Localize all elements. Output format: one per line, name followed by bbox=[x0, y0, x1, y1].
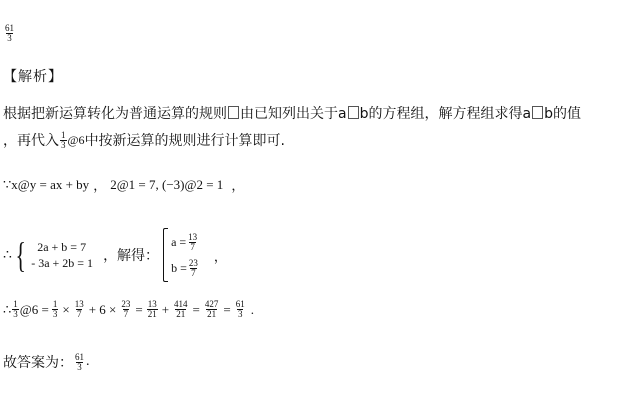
final-answer-line bbox=[3, 352, 90, 372]
numerator: 414 bbox=[174, 299, 188, 309]
analysis-text: b的值 bbox=[544, 106, 581, 122]
numerator: 1 bbox=[52, 299, 58, 309]
final-answer-fraction bbox=[74, 353, 85, 372]
given-line bbox=[3, 175, 244, 194]
left-brace: { bbox=[15, 235, 26, 275]
fraction bbox=[204, 300, 220, 319]
numerator: 23 bbox=[188, 257, 198, 268]
operation-text: @6 bbox=[67, 132, 85, 147]
calc-operator: + bbox=[161, 301, 170, 317]
solution-b bbox=[171, 255, 200, 281]
denominator: 3 bbox=[77, 361, 82, 372]
equation-list bbox=[31, 239, 93, 271]
calc-operator: = bbox=[223, 301, 231, 317]
analysis-line-1 bbox=[3, 103, 581, 123]
fraction bbox=[60, 131, 67, 150]
analysis-text: ，再代入 bbox=[3, 133, 59, 149]
equation-2: - 3a + 2b = 1 bbox=[31, 256, 94, 270]
denominator: 7 bbox=[123, 309, 129, 319]
denominator: 7 bbox=[191, 267, 196, 278]
missing-glyph-box bbox=[348, 106, 359, 119]
numerator: 61 bbox=[235, 299, 245, 309]
answer-fraction bbox=[4, 24, 15, 43]
top-answer bbox=[3, 23, 16, 43]
numerator: 13 bbox=[147, 299, 157, 309]
denominator: 3 bbox=[237, 309, 243, 319]
given-definition: ∵x@y = ax + by bbox=[3, 176, 90, 192]
section-title: 【解析】 bbox=[3, 69, 63, 85]
numerator: 23 bbox=[121, 299, 131, 309]
variable-a: a = bbox=[171, 234, 187, 249]
calc-operator: + 6 × bbox=[88, 301, 117, 317]
given-conditions: 2@1 = 7, (−3)@2 = 1 bbox=[110, 176, 224, 192]
calc-operator: = bbox=[135, 301, 143, 317]
analysis-line-2 bbox=[3, 130, 285, 150]
fraction bbox=[12, 300, 19, 319]
denominator: 3 bbox=[7, 33, 12, 43]
fraction bbox=[235, 300, 246, 319]
numerator: 1 bbox=[61, 129, 66, 140]
solve-label: ，解得： bbox=[103, 248, 160, 264]
separator: ， bbox=[93, 179, 107, 194]
fraction bbox=[188, 259, 199, 278]
analysis-text: 由已知列出关于a bbox=[240, 106, 347, 122]
solution-a bbox=[171, 229, 200, 255]
denominator: 21 bbox=[176, 309, 186, 319]
fraction bbox=[187, 233, 198, 252]
denominator: 3 bbox=[61, 139, 66, 150]
denominator: 3 bbox=[13, 309, 18, 319]
numerator: 61 bbox=[5, 23, 14, 33]
fraction bbox=[74, 300, 85, 319]
fraction bbox=[120, 300, 131, 319]
denominator: 3 bbox=[52, 309, 58, 319]
fraction bbox=[52, 300, 59, 319]
numerator: 427 bbox=[204, 299, 219, 309]
equation-1: 2a + b = 7 bbox=[37, 240, 87, 254]
numerator: 13 bbox=[188, 231, 198, 242]
analysis-text: 根据把新运算转化为普通运算的规则 bbox=[3, 106, 227, 122]
calc-text: @6 = bbox=[19, 301, 49, 317]
fraction bbox=[147, 300, 158, 319]
equation-system-block bbox=[3, 228, 227, 282]
numerator: 13 bbox=[74, 299, 84, 309]
solution-brace bbox=[163, 228, 168, 282]
calc-operator: = bbox=[192, 301, 200, 317]
period: . bbox=[86, 354, 90, 369]
denominator: 7 bbox=[76, 309, 82, 319]
variable-b: b = bbox=[171, 260, 187, 275]
numerator: 61 bbox=[75, 351, 84, 362]
numerator: 1 bbox=[13, 299, 18, 309]
period: . bbox=[250, 301, 254, 317]
denominator: 21 bbox=[207, 309, 217, 319]
analysis-text: 中按新运算的规则进行计算即可. bbox=[84, 133, 286, 149]
final-answer-label: 故答案为： bbox=[3, 355, 73, 371]
missing-glyph-box bbox=[228, 106, 239, 119]
calc-operator: × bbox=[62, 301, 70, 317]
missing-glyph-box bbox=[532, 106, 543, 119]
therefore-symbol: ∴ bbox=[3, 247, 12, 263]
separator: ， bbox=[231, 179, 245, 194]
denominator: 21 bbox=[147, 309, 157, 319]
calculation-line bbox=[3, 300, 254, 319]
denominator: 7 bbox=[190, 241, 195, 252]
separator: ， bbox=[213, 249, 227, 265]
fraction bbox=[173, 300, 189, 319]
solution-list bbox=[171, 229, 200, 281]
analysis-text: b的方程组，解方程组求得a bbox=[359, 106, 532, 122]
therefore-symbol: ∴ bbox=[3, 301, 12, 317]
